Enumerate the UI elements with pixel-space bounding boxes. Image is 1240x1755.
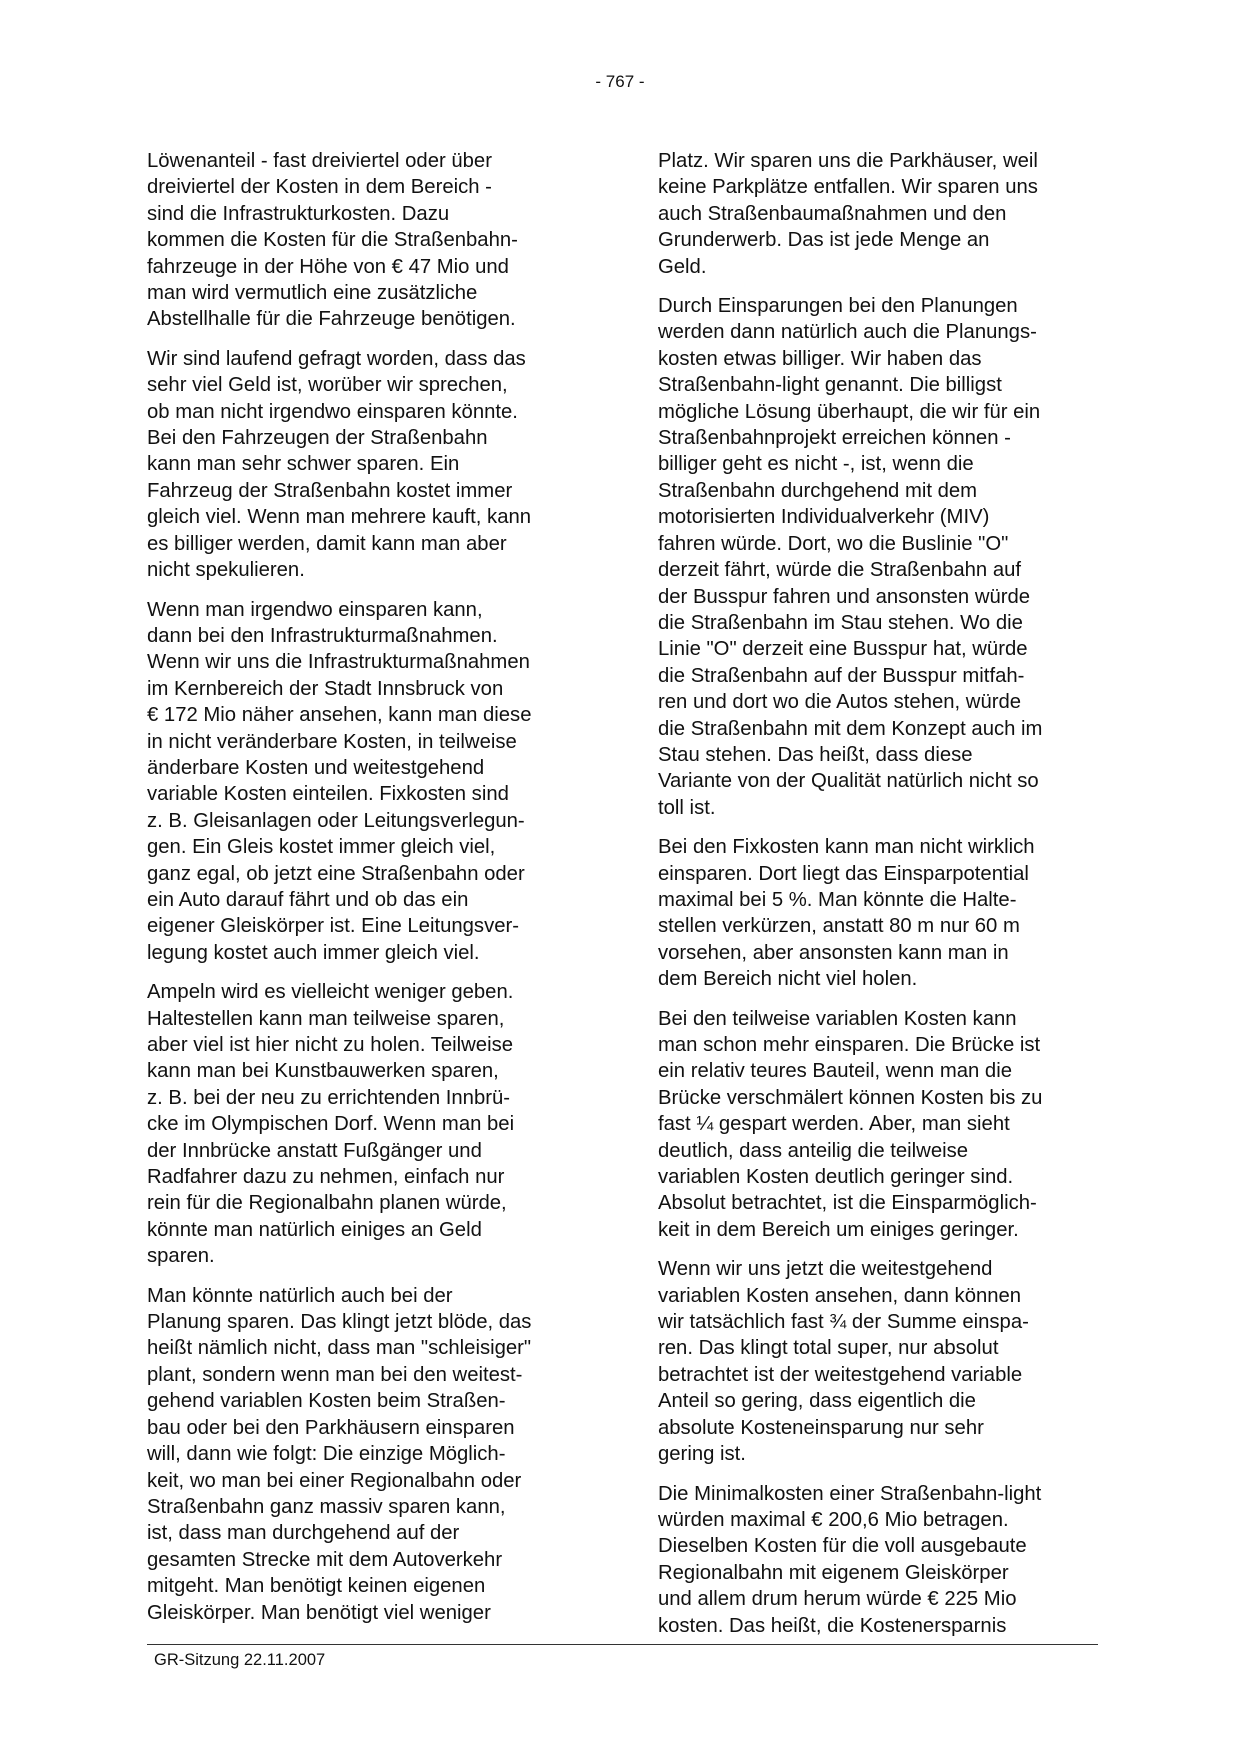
text-line: ren und dort wo die Autos stehen, würde bbox=[658, 691, 1022, 714]
text-line: Radfahrer dazu zu nehmen, einfach nur bbox=[147, 1166, 505, 1189]
text-line: Stau stehen. Das heißt, dass diese bbox=[658, 743, 973, 766]
text-line: sind die Infrastrukturkosten. Dazu bbox=[147, 202, 450, 225]
footer-divider bbox=[147, 1644, 1098, 1645]
text-line: gesamten Strecke mit dem Autoverkehr bbox=[147, 1548, 503, 1571]
text-line: wir tatsächlich fast ¾ der Summe einspa- bbox=[658, 1311, 1029, 1334]
text-line: maximal bei 5 %. Man könnte die Halte- bbox=[658, 888, 1017, 911]
text-line: Gleiskörper. Man benötigt viel weniger bbox=[147, 1601, 491, 1624]
text-line: keit in dem Bereich um einiges geringer. bbox=[658, 1218, 1019, 1241]
text-line: deutlich, dass anteilig die teilweise bbox=[658, 1139, 969, 1162]
text-line: variablen Kosten ansehen, dann können bbox=[658, 1284, 1022, 1307]
text-line: Wenn wir uns jetzt die weitestgehend bbox=[658, 1258, 993, 1281]
text-line: Geld. bbox=[658, 255, 707, 278]
text-line: dem Bereich nicht viel holen. bbox=[658, 968, 918, 991]
text-line: Brücke verschmälert können Kosten bis zu bbox=[658, 1086, 1043, 1109]
text-line: € 172 Mio näher ansehen, kann man diese bbox=[147, 704, 532, 727]
text-line: Platz. Wir sparen uns die Parkhäuser, weil bbox=[658, 150, 1038, 172]
paragraph bbox=[658, 1006, 1098, 1244]
text-line: Bei den Fahrzeugen der Straßenbahn bbox=[147, 427, 488, 450]
text-line: gen. Ein Gleis kostet immer gleich viel, bbox=[147, 836, 496, 859]
text-line: will, dann wie folgt: Die einzige Möglich- bbox=[147, 1443, 506, 1466]
text-line: gleich viel. Wenn man mehrere kauft, kann bbox=[147, 506, 532, 529]
text-line: werden dann natürlich auch die Planungs- bbox=[658, 321, 1037, 344]
text-line: variable Kosten einteilen. Fixkosten sind bbox=[147, 783, 509, 806]
text-line: Man könnte natürlich auch bei der bbox=[147, 1284, 453, 1307]
paragraph bbox=[658, 293, 1098, 821]
text-line: cke im Olympischen Dorf. Wenn man bei bbox=[147, 1113, 515, 1136]
text-line: Abstellhalle für die Fahrzeuge benötigen. bbox=[147, 308, 516, 331]
text-line: fast ¼ gespart werden. Aber, man sieht bbox=[658, 1113, 1010, 1136]
text-line: fahrzeuge in der Höhe von € 47 Mio und bbox=[147, 255, 509, 278]
text-line: der Innbrücke anstatt Fußgänger und bbox=[147, 1139, 482, 1162]
text-line: Anteil so gering, dass eigentlich die bbox=[658, 1390, 976, 1413]
text-line: ist, dass man durchgehend auf der bbox=[147, 1522, 460, 1545]
text-line: kommen die Kosten für die Straßenbahn- bbox=[147, 229, 518, 252]
text-line: die Straßenbahn im Stau stehen. Wo die bbox=[658, 611, 1023, 634]
text-line: heißt nämlich nicht, dass man "schleisiger" bbox=[147, 1337, 532, 1360]
text-line: Linie "O" derzeit eine Busspur hat, würde bbox=[658, 638, 1028, 661]
text-line: Straßenbahn-light genannt. Die billigst bbox=[658, 374, 1002, 397]
text-line: Durch Einsparungen bei den Planungen bbox=[658, 295, 1018, 318]
text-line: toll ist. bbox=[658, 796, 716, 819]
text-line: Wir sind laufend gefragt worden, dass das bbox=[147, 347, 526, 370]
paragraph bbox=[147, 597, 587, 967]
paragraph bbox=[147, 148, 587, 333]
text-line: aber viel ist hier nicht zu holen. Teilweise bbox=[147, 1034, 514, 1056]
text-line: plant, sondern wenn man bei den weitest- bbox=[147, 1363, 523, 1386]
text-line: vorsehen, aber ansonsten kann man in bbox=[658, 941, 1009, 964]
text-line: Dieselben Kosten für die voll ausgebaute bbox=[658, 1535, 1027, 1558]
text-line: ein Auto darauf fährt und ob das ein bbox=[147, 888, 469, 911]
text-line: man schon mehr einsparen. Die Brücke ist bbox=[658, 1034, 1041, 1056]
paragraph bbox=[658, 1256, 1098, 1467]
text-line: kann man bei Kunstbauwerken sparen, bbox=[147, 1060, 499, 1083]
paragraph bbox=[147, 1283, 587, 1626]
text-line: Straßenbahn durchgehend mit dem bbox=[658, 479, 978, 502]
text-line: Wenn man irgendwo einsparen kann, bbox=[147, 598, 483, 621]
text-line: man wird vermutlich eine zusätzliche bbox=[147, 282, 478, 305]
text-line: Wenn wir uns die Infrastrukturmaßnahmen bbox=[147, 651, 530, 674]
text-line: dreiviertel der Kosten in dem Bereich - bbox=[147, 176, 492, 199]
text-line: es billiger werden, damit kann man aber bbox=[147, 532, 507, 555]
paragraph bbox=[658, 1481, 1098, 1639]
text-line: bau oder bei den Parkhäusern einsparen bbox=[147, 1416, 515, 1439]
text-line: würden maximal € 200,6 Mio betragen. bbox=[658, 1508, 1009, 1531]
text-line: in nicht veränderbare Kosten, in teilweise bbox=[147, 730, 517, 753]
text-line: ob man nicht irgendwo einsparen könnte. bbox=[147, 400, 518, 423]
text-line: kosten etwas billiger. Wir haben das bbox=[658, 347, 982, 370]
text-line: Bei den teilweise variablen Kosten kann bbox=[658, 1007, 1017, 1030]
text-line: ein relativ teures Bauteil, wenn man die bbox=[658, 1060, 1012, 1083]
text-line: Planung sparen. Das klingt jetzt blöde, das bbox=[147, 1311, 532, 1334]
text-line: sparen. bbox=[147, 1245, 215, 1268]
text-line: im Kernbereich der Stadt Innsbruck von bbox=[147, 677, 504, 700]
paragraph bbox=[147, 979, 587, 1269]
text-line: mitgeht. Man benötigt keinen eigenen bbox=[147, 1575, 486, 1598]
text-line: billiger geht es nicht -, ist, wenn die bbox=[658, 453, 974, 476]
text-line: änderbare Kosten und weitestgehend bbox=[147, 756, 485, 779]
text-line: kosten. Das heißt, die Kostenersparnis bbox=[658, 1614, 1007, 1637]
text-line: Ampeln wird es vielleicht weniger geben. bbox=[147, 981, 514, 1004]
footer-session-date: GR-Sitzung 22.11.2007 bbox=[154, 1651, 326, 1669]
paragraph bbox=[658, 148, 1098, 280]
text-line: könnte man natürlich einiges an Geld bbox=[147, 1218, 482, 1241]
text-line: Straßenbahn ganz massiv sparen kann, bbox=[147, 1495, 506, 1518]
text-line: einsparen. Dort liegt das Einsparpotential bbox=[658, 862, 1029, 885]
text-line: kann man sehr schwer sparen. Ein bbox=[147, 453, 460, 476]
right-text-column bbox=[658, 148, 1098, 1652]
text-line: Haltestellen kann man teilweise sparen, bbox=[147, 1007, 505, 1030]
text-line: z. B. bei der neu zu errichtenden Innbrü- bbox=[147, 1086, 511, 1109]
text-line: Grunderwerb. Das ist jede Menge an bbox=[658, 229, 990, 252]
text-line: der Busspur fahren und ansonsten würde bbox=[658, 585, 1031, 608]
text-line: variablen Kosten deutlich geringer sind. bbox=[658, 1166, 1014, 1189]
text-line: eigener Gleiskörper ist. Eine Leitungsver- bbox=[147, 915, 520, 938]
text-line: absolute Kosteneinsparung nur sehr bbox=[658, 1416, 984, 1439]
text-line: gering ist. bbox=[658, 1443, 746, 1466]
text-line: keit, wo man bei einer Regionalbahn oder bbox=[147, 1469, 522, 1492]
paragraph bbox=[147, 346, 587, 584]
text-line: Variante von der Qualität natürlich nicht so bbox=[658, 770, 1039, 793]
text-line: Löwenanteil - fast dreiviertel oder über bbox=[147, 150, 492, 172]
text-line: gehend variablen Kosten beim Straßen- bbox=[147, 1390, 506, 1413]
text-line: stellen verkürzen, anstatt 80 m nur 60 m bbox=[658, 915, 1020, 938]
text-line: mögliche Lösung überhaupt, die wir für ein bbox=[658, 400, 1041, 423]
text-line: Regionalbahn mit eigenem Gleiskörper bbox=[658, 1561, 1009, 1584]
text-line: Absolut betrachtet, ist die Einsparmöglich- bbox=[658, 1192, 1037, 1215]
text-line: nicht spekulieren. bbox=[147, 559, 305, 582]
text-line: derzeit fährt, würde die Straßenbahn auf bbox=[658, 559, 1022, 582]
text-line: legung kostet auch immer gleich viel. bbox=[147, 941, 480, 964]
text-line: rein für die Regionalbahn planen würde, bbox=[147, 1192, 507, 1215]
text-line: betrachtet ist der weitestgehend variable bbox=[658, 1363, 1023, 1386]
text-line: die Straßenbahn mit dem Konzept auch im bbox=[658, 717, 1043, 740]
text-line: Fahrzeug der Straßenbahn kostet immer bbox=[147, 479, 513, 502]
text-line: dann bei den Infrastrukturmaßnahmen. bbox=[147, 624, 498, 647]
text-line: Die Minimalkosten einer Straßenbahn-light bbox=[658, 1482, 1042, 1505]
paragraph bbox=[658, 834, 1098, 992]
text-line: und allem drum herum würde € 225 Mio bbox=[658, 1588, 1017, 1611]
text-line: motorisierten Individualverkehr (MIV) bbox=[658, 506, 990, 529]
left-text-column bbox=[147, 148, 587, 1639]
text-line: Bei den Fixkosten kann man nicht wirklich bbox=[658, 836, 1035, 859]
text-line: sehr viel Geld ist, worüber wir sprechen, bbox=[147, 374, 508, 397]
text-line: auch Straßenbaumaßnahmen und den bbox=[658, 202, 1007, 225]
page-number: - 767 - bbox=[595, 72, 645, 91]
text-line: ren. Das klingt total super, nur absolut bbox=[658, 1337, 999, 1360]
text-line: fahren würde. Dort, wo die Buslinie "O" bbox=[658, 532, 1009, 555]
text-line: z. B. Gleisanlagen oder Leitungsverlegun- bbox=[147, 809, 525, 832]
text-line: ganz egal, ob jetzt eine Straßenbahn oder bbox=[147, 862, 525, 885]
text-line: die Straßenbahn auf der Busspur mitfah- bbox=[658, 664, 1025, 687]
text-line: keine Parkplätze entfallen. Wir sparen uns bbox=[658, 176, 1038, 199]
text-line: Straßenbahnprojekt erreichen können - bbox=[658, 427, 1011, 450]
